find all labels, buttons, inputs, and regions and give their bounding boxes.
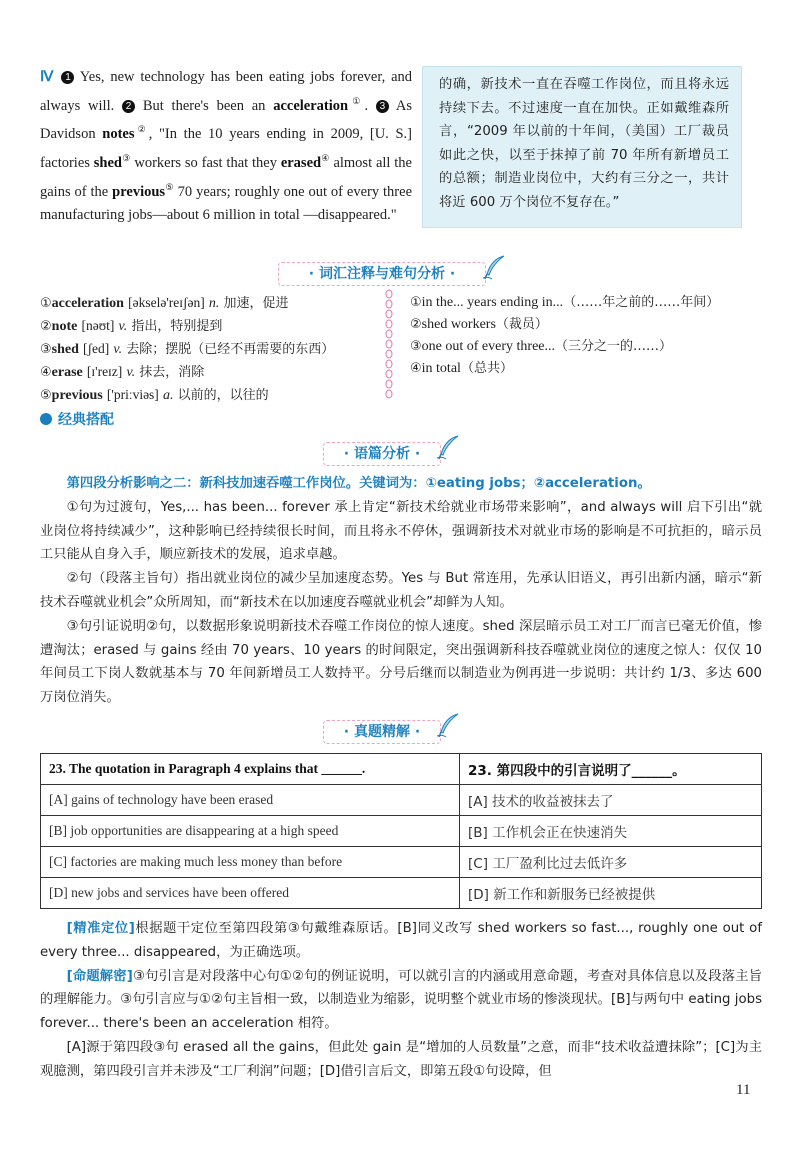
keyword-shed: shed	[93, 154, 122, 171]
collocation-item	[410, 336, 770, 358]
collocation-en: shed workers	[421, 317, 496, 332]
vocab-item	[40, 315, 380, 338]
question-stem-en: 23. The quotation in Paragraph 4 explains that ______.	[41, 754, 460, 785]
quill-pen-icon	[436, 434, 460, 460]
page-number: 11	[736, 1082, 751, 1098]
footnote-mark: ⑤	[165, 181, 174, 192]
keyword-erased: erased	[280, 154, 322, 171]
question-stem-zh: 23. 第四段中的引言说明了______。	[460, 754, 762, 785]
sentence-2: But there's been an	[142, 97, 266, 114]
vocab-word: note	[51, 319, 78, 334]
analysis-paragraph-1: ①句为过渡句，Yes,... has been... forever 承上肯定“新技术给就业市场带来影响”，and always will 启下引出“就业岗位将持续减少”，这种影响已经持续很长时间，而且将永不停休，强调新技术对就业市场的影响是不可抗拒的，暗示员工只能从自身入手，顺应新技术的发展，追求卓越。	[40, 499, 762, 563]
sentence-3a: As Davidson	[40, 97, 413, 143]
option-c-en: [C] factories are making much less money than before	[41, 847, 460, 878]
definition: 以前的，以往的	[177, 388, 269, 403]
table-row	[41, 878, 762, 909]
table-row	[41, 754, 762, 785]
option-b-en: [B] job opportunities are disappearing at a high speed	[41, 816, 460, 847]
sentence-3b: , "In the 10 years ending in 2009, [U. S.] factories	[40, 126, 412, 171]
discourse-analysis	[40, 472, 762, 710]
option-a-en: [A] gains of technology have been erased	[41, 785, 460, 816]
item-number: ④	[410, 361, 422, 376]
part-of-speech: v.	[118, 319, 128, 334]
keyword-notes: notes	[102, 126, 135, 143]
explanation-text: 根据题干定位至第四段第③句戴维森原话。[B]同义改写 shed workers so fast..., roughly one out of every three... disappeared，为正确选项。	[40, 921, 762, 960]
collocation-en: in the... years ending in...	[421, 295, 564, 310]
passage-paragraph	[40, 66, 412, 228]
part-of-speech: v.	[126, 365, 136, 380]
collocation-item	[410, 292, 770, 314]
tag-precise-location: [精准定位]	[66, 921, 135, 936]
section-header-question: · 真题精解 ·	[323, 720, 441, 744]
vocab-list	[40, 292, 380, 407]
option-b-zh: [B] 工作机会正在快速消失	[460, 816, 762, 847]
footnote-mark: ④	[321, 153, 330, 164]
footnote-mark: ③	[121, 153, 131, 164]
item-number: ①	[410, 295, 422, 310]
analysis-paragraph-2: ②句（段落主旨句）指出就业岗位的减少呈加速度态势。Yes 与 But 常连用，先承认旧语义，再引出新内涵，暗示“新技术吞噬就业机会”众所周知，而“新技术在以加速度吞噬就业机会”却鲜为人知。	[40, 571, 762, 610]
collocation-zh: （裁员）	[495, 317, 548, 332]
phonetic: [ɪ'reɪz]	[86, 364, 123, 379]
item-number: ②	[40, 319, 52, 334]
explanation-paragraph-2	[40, 965, 762, 1036]
vocab-item	[40, 292, 380, 315]
keyword-acceleration: acceleration	[273, 97, 349, 114]
collocation-list	[410, 292, 770, 380]
phonetic: [ʃed]	[83, 341, 110, 356]
phonetic: [əkselə'reɪʃən]	[128, 295, 205, 310]
tag-question-decode: [命题解密]	[66, 968, 133, 984]
item-number: ⑤	[40, 388, 52, 403]
table-row	[41, 847, 762, 878]
definition: 指出，特别提到	[131, 319, 223, 334]
question-table	[40, 753, 762, 909]
explanation-text: ③句引言是对段落中心句①②句的例证说明，可以就引言的内涵或用意命题，考查对具体信息以及段落主旨的理解能力。③句引言应与①②句主旨相一致，以制造业为缩影，说明整个就业市场的惨淡现状。[B]与两句中 eating jobs forever... there's been an acceleration 相符。	[40, 968, 762, 1032]
answer-explanation	[40, 917, 762, 1084]
collocation-zh: （三分之一的……）	[555, 339, 673, 354]
analysis-paragraph-3: ③句引证说明②句，以数据形象说明新技术吞噬工作岗位的惊人速度。shed 深层暗示员工对工厂而言已毫无价值，惨遭淘汰；erased 与 gains 经由 70 years、10 years 的时间限定，突出强调新科技吞噬就业岗位的速度之惊人：仅仅 10 年间员工下岗人数就基本与 70 年间新增员工人数持平。分号后继而以制造业为例再进一步说明：共计约 1/3、多达 600 万岗位消失。	[40, 618, 762, 706]
sentence-3d: almost all the gains of the	[40, 154, 412, 200]
collocation-zh: （……年之前的……年间）	[563, 295, 720, 310]
collocation-item	[410, 358, 770, 380]
translation-box: 的确，新技术一直在吞噬工作岗位，而且将永远持续下去。不过速度一直在加快。正如戴维森所言，“2009 年以前的十年间，（美国）工厂裁员如此之快，以至于抹掉了前 70 年所有新增员工的总额；制造业岗位中，大约有三分之一，共计将近 600 万个岗位不复存在。”	[422, 66, 742, 228]
definition: 抹去，消除	[139, 365, 205, 380]
vocab-word: shed	[51, 342, 79, 357]
footnote-mark: ①	[348, 95, 365, 106]
vocab-item	[40, 384, 380, 407]
item-number: ②	[410, 317, 422, 332]
item-number: ③	[410, 339, 422, 354]
item-number: ①	[40, 296, 52, 311]
part-of-speech: n.	[208, 296, 220, 311]
vocab-word: erase	[51, 365, 83, 380]
phonetic: [nəʊt]	[81, 318, 115, 333]
sentence-3e: 70 years; roughly one out of every three manufacturing jobs—about 6 million in total —disappeared."	[40, 183, 413, 224]
analysis-lead: 第四段分析影响之二：新科技加速吞噬工作岗位。关键词为：①eating jobs；②acceleration。	[66, 476, 651, 491]
vocab-word: acceleration	[51, 296, 124, 311]
sentence-3c: workers so fast that they	[134, 154, 277, 171]
section-header-discourse: · 语篇分析 ·	[323, 442, 441, 466]
divider-chain	[384, 288, 394, 406]
section-header-vocab: · 词汇注释与难句分析 ·	[278, 262, 486, 286]
option-d-zh: [D] 新工作和新服务已经被提供	[460, 878, 762, 909]
table-row	[41, 785, 762, 816]
collocation-en: in total	[421, 361, 461, 376]
phonetic: ['priːviəs]	[106, 387, 159, 402]
bullet-dot-icon	[40, 413, 52, 425]
table-row	[41, 816, 762, 847]
classic-label-text: 经典搭配	[58, 412, 114, 428]
quill-pen-icon	[482, 254, 506, 280]
explanation-paragraph-3: [A]源于第四段③句 erased all the gains，但此处 gain 是“增加的人员数量”之意，而非“技术收益遭抹除”；[C]为主观臆测，第四段引言并未涉及“工厂利润”问题；[D]借引言后文，即第五段①句设障，但	[40, 1039, 762, 1079]
definition: 加速，促进	[223, 296, 289, 311]
collocation-en: one out of every three...	[421, 339, 555, 354]
sentence-number: 2	[122, 100, 135, 113]
option-a-zh: [A] 技术的收益被抹去了	[460, 785, 762, 816]
paragraph-id: Ⅳ	[40, 69, 56, 85]
sentence-number: 3	[376, 100, 389, 113]
option-c-zh: [C] 工厂盈利比过去低许多	[460, 847, 762, 878]
item-number: ③	[40, 342, 52, 357]
part-of-speech: a.	[162, 388, 174, 403]
explanation-paragraph-1	[40, 917, 762, 965]
definition: 去除；摆脱（已经不再需要的东西）	[126, 342, 335, 357]
quill-pen-icon	[436, 712, 460, 738]
part-of-speech: v.	[113, 342, 123, 357]
sentence-2-end: .	[364, 97, 369, 114]
vocab-word: previous	[51, 388, 103, 403]
sentence-1: Yes, new technology has been eating jobs forever, and always will.	[40, 69, 413, 114]
option-d-en: [D] new jobs and services have been offered	[41, 878, 460, 909]
collocation-zh: （总共）	[460, 361, 513, 376]
classic-collocation-label	[40, 410, 114, 430]
item-number: ④	[40, 365, 52, 380]
vocab-item	[40, 338, 380, 361]
footnote-mark: ②	[134, 124, 149, 135]
sentence-number: 1	[61, 71, 74, 84]
vocab-item	[40, 361, 380, 384]
keyword-previous: previous	[112, 183, 166, 200]
collocation-item	[410, 314, 770, 336]
